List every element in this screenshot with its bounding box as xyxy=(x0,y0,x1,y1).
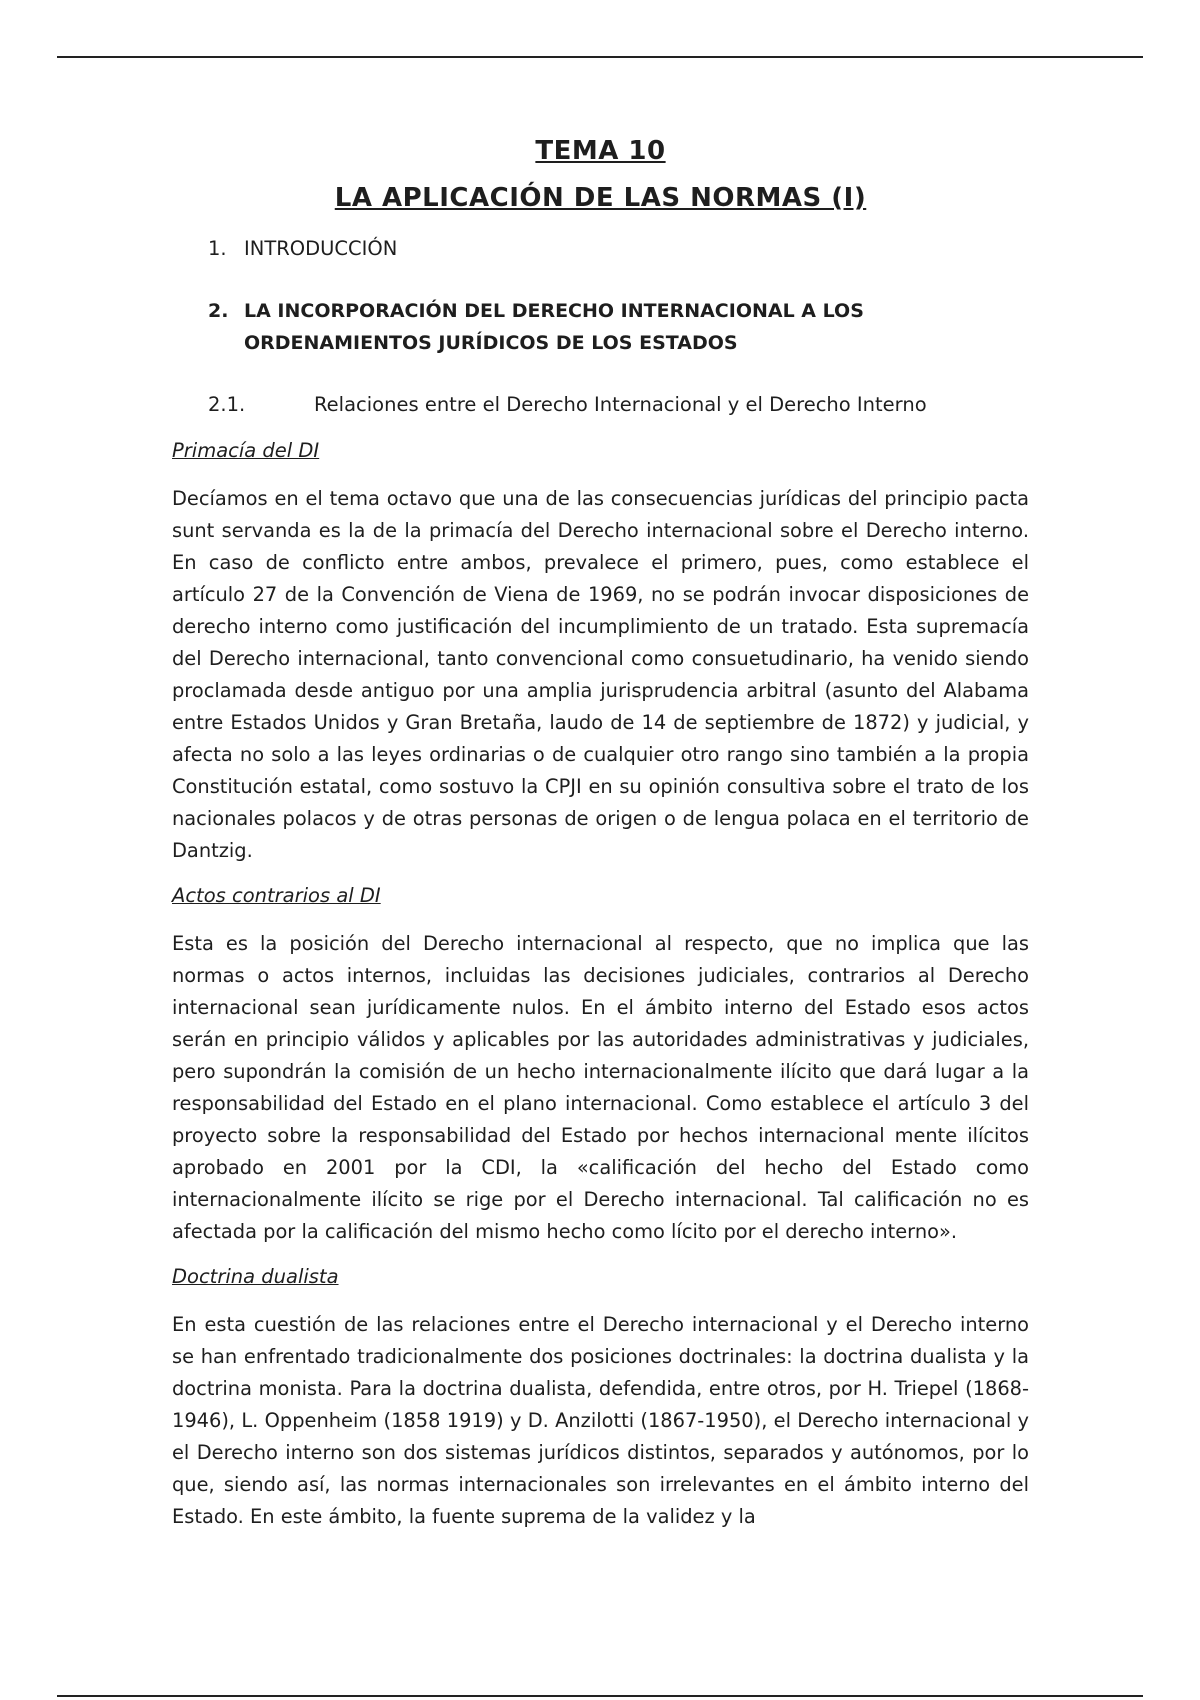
heading-introduccion xyxy=(172,233,1029,265)
heading-number: 2. xyxy=(208,300,229,322)
heading-text: LA INCORPORACIÓN DEL DERECHO INTERNACIONAL A LOS ORDENAMIENTOS JURÍDICOS DE LOS ESTADOS xyxy=(244,300,864,354)
footer-rule xyxy=(57,1695,1143,1697)
document-title-line2: LA APLICACIÓN DE LAS NORMAS (I) xyxy=(334,183,867,213)
subheading-text: Relaciones entre el Derecho Internacional y el Derecho Interno xyxy=(314,393,927,416)
heading-incorporacion xyxy=(172,295,1029,359)
document-title-line1: TEMA 10 xyxy=(535,136,666,166)
paragraph-primacia: Decíamos en el tema octavo que una de las consecuencias jurídicas del principio pacta sunt servanda es la de la primacía del Derecho internacional sobre el Derecho interno. En caso de conflicto entre ambos, prevalece el primero, pues, como establece el artículo 27 de la Convención de Viena de 1969, no se podrán invocar disposiciones de derecho interno como justificación del incumplimiento de un tratado. Esta supremacía del Derecho internacional, tanto convencional como consuetudinario, ha venido siendo proclamada desde antiguo por una amplia jurisprudencia arbitral (asunto del Alabama entre Estados Unidos y Gran Bretaña, laudo de 14 de septiembre de 1872) y judicial, y afecta no solo a las leyes ordinarias o de cualquier otro rango sino también a la propia Constitución estatal, como sostuvo la CPJI en su opinión consultiva sobre el trato de los nacionales polacos y de otras personas de origen o de lengua polaca en el territorio de Dantzig. xyxy=(172,487,1029,862)
paragraph-doctrina-dualista: En esta cuestión de las relaciones entre el Derecho internacional y el Derecho interno se han enfrentado tradicionalmente dos posiciones doctrinales: la doctrina dualista y la doctrina monista. Para la doctrina dualista, defendida, entre otros, por H. Triepel (1868-1946), L. Oppenheim (1858 1919) y D. Anzilotti (1867-1950), el Derecho internacional y el Derecho interno son dos sistemas jurídicos distintos, separados y autónomos, por lo que, siendo así, las normas internacionales son irrelevantes en el ámbito interno del Estado. En este ámbito, la fuente suprema de la validez y la xyxy=(172,1313,1029,1528)
subheading-relaciones xyxy=(172,389,1029,421)
section-label-actos-contrarios: Actos contrarios al DI xyxy=(172,884,381,907)
section-label-primacia: Primacía del DI xyxy=(172,439,320,462)
document-body xyxy=(172,138,1029,1533)
subheading-number: 2.1. xyxy=(208,393,246,416)
header-rule xyxy=(57,56,1143,58)
heading-text: INTRODUCCIÓN xyxy=(244,237,398,260)
heading-number: 1. xyxy=(208,237,227,260)
section-label-doctrina-dualista: Doctrina dualista xyxy=(172,1265,339,1288)
paragraph-actos-contrarios: Esta es la posición del Derecho internacional al respecto, que no implica que las normas o actos internos, incluidas las decisiones judiciales, contrarios al Derecho internacional sean jurídicamente nulos. En el ámbito interno del Estado esos actos serán en principio válidos y aplicables por las autoridades administrativas y judiciales, pero supondrán la comisión de un hecho internacionalmente ilícito que dará lugar a la responsabilidad del Estado en el plano internacional. Como establece el artículo 3 del proyecto sobre la responsabilidad del Estado por hechos internacional mente ilícitos aprobado en 2001 por la CDI, la «calificación del hecho del Estado como internacionalmente ilícito se rige por el Derecho internacional. Tal calificación no es afectada por la calificación del mismo hecho como lícito por el derecho interno». xyxy=(172,932,1029,1243)
